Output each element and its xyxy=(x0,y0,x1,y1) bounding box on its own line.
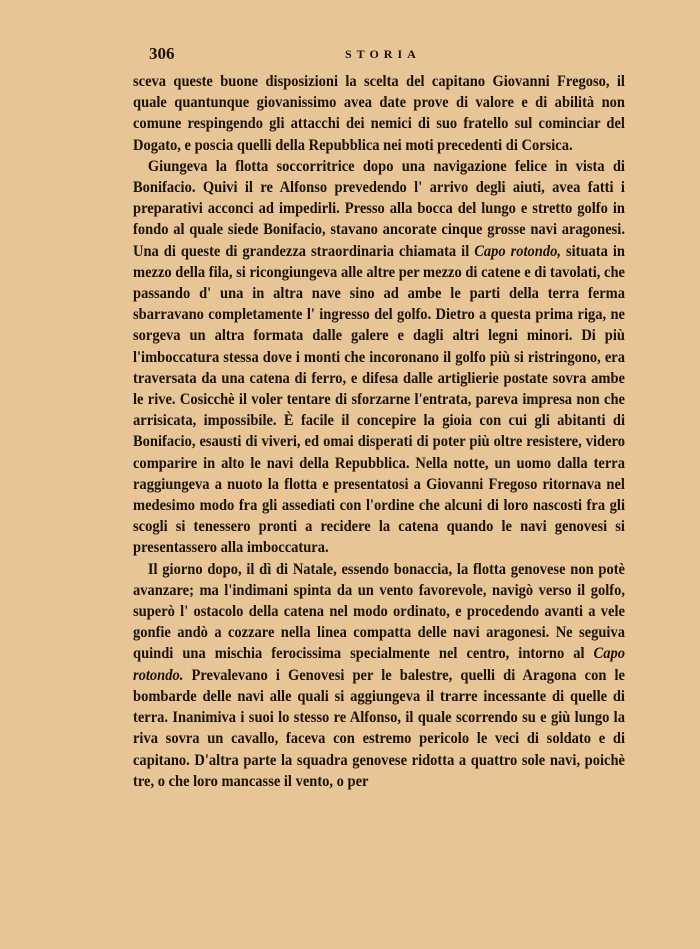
text-run: sceva queste buone disposizioni la scelta del capitano Giovanni Fregoso, il quale quantunque giovanissimo avea date prove di valore e di abilità non comune respingendo gli attacchi dei nemici di suo fratello sul cominciar del Dogato, e poscia quelli della Repubblica nei moti precedenti di Corsica. xyxy=(133,73,625,154)
paragraph xyxy=(133,559,625,792)
body-text xyxy=(133,71,625,792)
italic-text: Capo rotondo, xyxy=(474,242,561,260)
running-head xyxy=(149,44,625,66)
text-run: Il giorno dopo, il dì di Natale, essendo bonaccia, la flotta genovese non potè avanzare; ma l'indimani spinta da un vento favorevole, navigò verso il golfo, superò l' ostacolo della catena nel modo ordinato, e procedendo avanti a vele gonfie andò a cozzare nella linea compatta delle navi aragonesi. Ne seguiva quindi una mischia ferocissima specialmente nel centro, intorno al xyxy=(133,560,625,663)
text-run: Giungeva la flotta soccorritrice dopo una navigazione felice in vista di Bonifacio. Quivi il re Alfonso prevedendo l' arrivo degli aiuti, avea fatti i preparativi acconci ad impedirli. Presso alla bocca del lungo e stretto golfo in fondo al quale siede Bonifacio, stavano ancorate cinque grosse navi aragonesi. Una di queste di grandezza straordinaria chiamata il xyxy=(133,157,625,260)
text-run: situata in mezzo della fila, si ricongiungeva alle altre per mezzo di catene e di tavolati, che passando d' una in altra nave sino ad ambe le parti della terra ferma sbarravano completamente l' ingresso del golfo. Dietro a questa prima riga, ne sorgeva un altra formata dalle galere e dagli altri legni minori. Di più l'imboccatura stessa dove i monti che incoronano il golfo più si ristringono, era traversata da una catena di ferro, e difesa dalle artiglierie postate sovra ambe le rive. Cosicchè il voler tentare di sforzarne l'entrata, pareva impresa non che arrisicata, impossibile. È facile il concepire la gioia con cui gli abitanti di Bonifacio, esausti di viveri, ed omai disperati di poter più oltre resistere, videro comparire in alto le navi della Repubblica. Nella notte, un uomo dalla terra raggiungeva a nuoto la flotta e presentatosi a Giovanni Fregoso ritornava nel medesimo modo fra gli assediati con l'ordine che alcuni di loro nascosti fra gli scogli si tenessero pronti a recidere la catena quando le navi genovesi si presentassero alla imboccatura. xyxy=(133,242,625,557)
italic-text: Capo rotondo. xyxy=(133,645,625,684)
running-title: STORIA xyxy=(345,47,421,61)
paragraph xyxy=(133,156,625,559)
page-number: 306 xyxy=(149,44,175,63)
text-run: Prevalevano i Genovesi per le balestre, quelli di Aragona con le bombarde delle navi alle quali si aggiungeva il trarre incessante di quelle di terra. Inanimiva i suoi lo stesso re Alfonso, il quale scorrendo su e giù lungo la riva sovra un cavallo, faceva con estremo pericolo le veci di soldato e di capitano. D'altra parte la squadra genovese ridotta a quattro sole navi, poichè tre, o che loro mancasse il vento, o per xyxy=(133,666,625,790)
paragraph xyxy=(133,71,625,156)
